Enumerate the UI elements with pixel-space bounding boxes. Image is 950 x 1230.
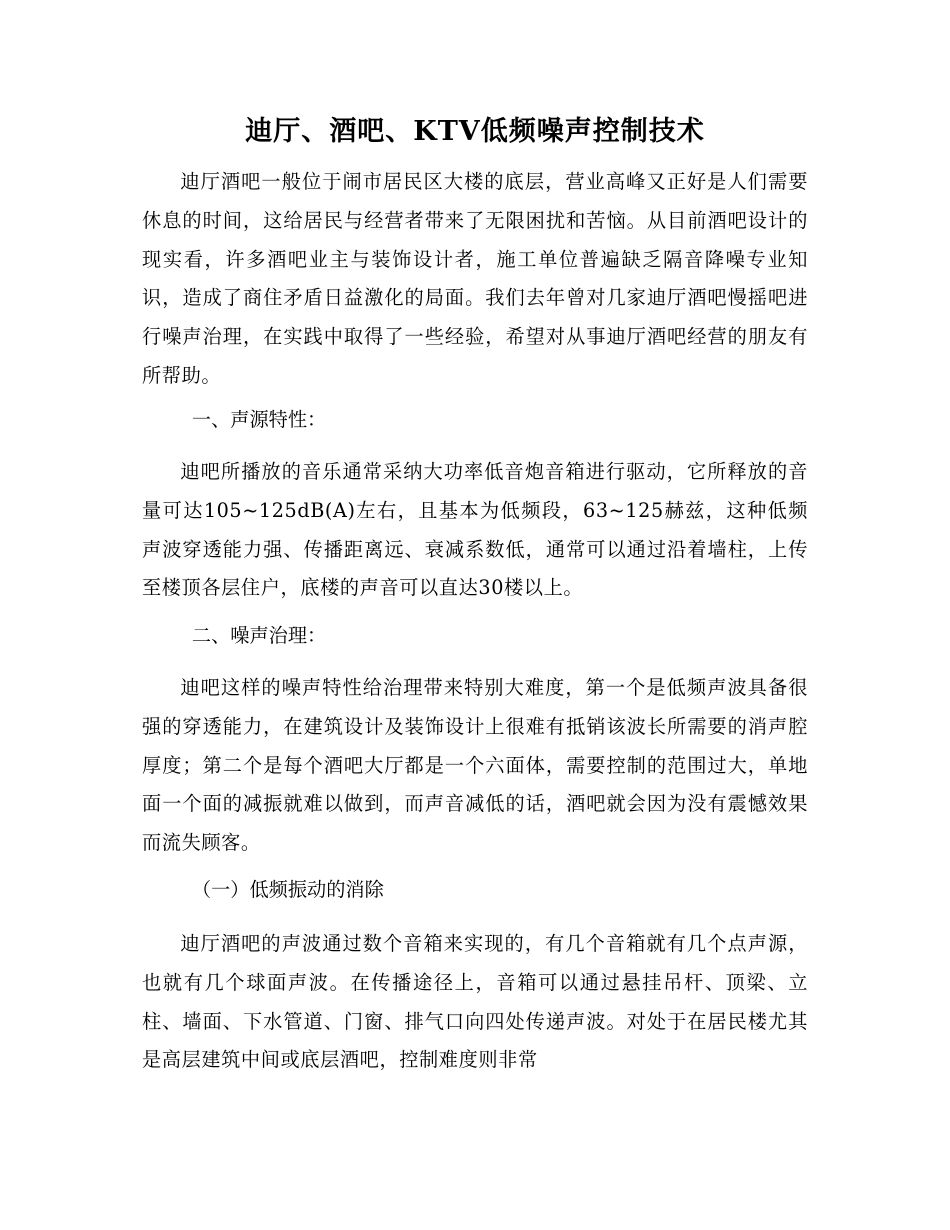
section-heading-noise-control: 二、噪声治理：: [191, 624, 327, 647]
document-title: 迪厅、酒吧、KTV低频噪声控制技术: [245, 116, 705, 147]
section-heading-sound-source: 一、声源特性：: [191, 408, 327, 431]
subsection-heading-vibration: （一）低频振动的消除: [191, 878, 384, 901]
paragraph-noise-control: 迪吧这样的噪声特性给治理带来特别大难度，第一个是低频声波具备很强的穿透能力，在建筑设计及装饰设计上很难有抵销该波长所需要的消声腔厚度；第二个是每个酒吧大厅都是一个六面体，需要控制的范围过大，单地面一个面的减振就难以做到，而声音减低的话，酒吧就会因为没有震憾效果而流失顾客。: [142, 676, 808, 855]
paragraph-vibration: 迪厅酒吧的声波通过数个音箱来实现的，有几个音箱就有几个点声源，也就有几个球面声波。在传播途径上，音箱可以通过悬挂吊杆、顶梁、立柱、墙面、下水管道、门窗、排气口向四处传递声波。对处于在居民楼尤其是高层建筑中间或底层酒吧，控制难度则非常: [142, 932, 808, 1072]
paragraph-intro: 迪厅酒吧一般位于闹市居民区大楼的底层，营业高峰又正好是人们需要休息的时间，这给居民与经营者带来了无限困扰和苦恼。从目前酒吧设计的现实看，许多酒吧业主与装饰设计者，施工单位普遍缺乏隔音降噪专业知识，造成了商住矛盾日益激化的局面。我们去年曾对几家迪厅酒吧慢摇吧进行噪声治理，在实践中取得了一些经验，希望对从事迪厅酒吧经营的朋友有所帮助。: [142, 170, 808, 387]
paragraph-sound-source: 迪吧所播放的音乐通常采纳大功率低音炮音箱进行驱动，它所释放的音量可达105~125dB(A)左右，且基本为低频段，63~125赫兹，这种低频声波穿透能力强、传播距离远、衰减系数低，通常可以通过沿着墙柱，上传至楼顶各层住户，底楼的声音可以直达30楼以上。: [142, 460, 808, 600]
